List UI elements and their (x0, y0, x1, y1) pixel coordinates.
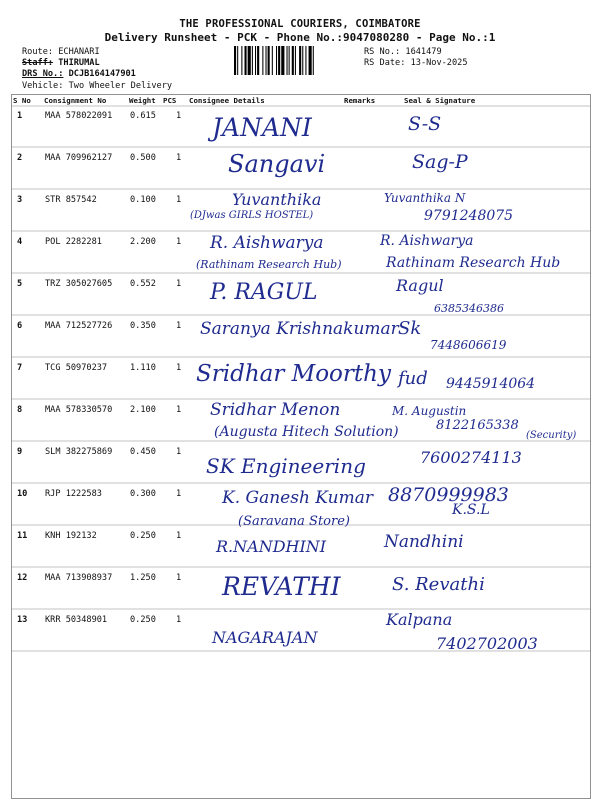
row-13-sno: 13 (17, 615, 28, 625)
row-7-consignment: TCG 50970237 (45, 363, 108, 373)
row-6-pcs: 1 (176, 321, 182, 331)
row-6-weight: 0.350 (130, 321, 156, 331)
row-11-signature: Nandhini (384, 532, 464, 552)
row-2-pcs: 1 (176, 153, 182, 163)
row-2-consignment: MAA 709962127 (45, 153, 113, 163)
row-4-sno: 4 (17, 237, 23, 247)
col-header-consignee: Consignee Details (189, 96, 265, 105)
row-9-phone: 7600274113 (420, 448, 522, 467)
row-13-weight: 0.250 (130, 615, 156, 625)
row-1-signature: S-S (408, 113, 442, 135)
col-header-weight: Weight (129, 96, 156, 105)
row-8-pcs: 1 (176, 405, 182, 415)
rs-date-label: RS Date: (364, 58, 406, 68)
row-10-sno: 10 (17, 489, 28, 499)
row-8-consignee-note: (Augusta Hitech Solution) (214, 424, 399, 440)
col-header-consignment: Consignment No (44, 96, 107, 105)
row-3-pcs: 1 (176, 195, 182, 205)
rs-no-field (364, 47, 442, 57)
drs-field (22, 69, 136, 79)
row-12-signature: S. Revathi (392, 574, 485, 595)
row-8-weight: 2.100 (130, 405, 156, 415)
row-11-consignee-handwritten: R.NANDHINI (216, 537, 327, 556)
staff-value: THIRUMAL (58, 58, 100, 68)
row-5-consignee-handwritten: P. RAGUL (210, 280, 318, 305)
row-3-sno: 3 (17, 195, 23, 205)
row-7-consignee-handwritten: Sridhar Moorthy (196, 361, 391, 387)
company-title: THE PROFESSIONAL COURIERS, COIMBATORE (179, 18, 421, 30)
row-3-signature: Yuvanthika N (384, 191, 466, 205)
staff-label: Staff: (22, 58, 54, 68)
row-5-sno: 5 (17, 279, 23, 289)
row-10-consignment: RJP 1222583 (45, 489, 102, 499)
row-10-pcs: 1 (176, 489, 182, 499)
row-8-signature-note: (Security) (526, 430, 577, 441)
row-2-weight: 0.500 (130, 153, 156, 163)
row-5-consignment: TRZ 305027605 (45, 279, 113, 289)
barcode-icon (233, 46, 361, 75)
row-4-consignment: POL 2282281 (45, 237, 102, 247)
route-field (22, 47, 100, 57)
row-7-sno: 7 (17, 363, 23, 373)
row-7-weight: 1.110 (130, 363, 156, 373)
row-12-sno: 12 (17, 573, 28, 583)
row-12-weight: 1.250 (130, 573, 156, 583)
row-10-consignee-handwritten: K. Ganesh Kumar (222, 488, 373, 508)
row-8-sno: 8 (17, 405, 23, 415)
row-1-pcs: 1 (176, 111, 182, 121)
row-9-weight: 0.450 (130, 447, 156, 457)
rs-no-value: 1641479 (405, 47, 442, 57)
vehicle-label: Vehicle: (22, 81, 64, 91)
row-9-pcs: 1 (176, 447, 182, 457)
row-1-sno: 1 (17, 111, 23, 121)
row-4-consignee-handwritten: R. Aishwarya (210, 233, 324, 253)
row-7-signature: fud (398, 368, 428, 389)
row-4-signature-note: Rathinam Research Hub (386, 255, 561, 271)
row-5-pcs: 1 (176, 279, 182, 289)
row-1-consignment: MAA 578022091 (45, 111, 113, 121)
row-8-signature: M. Augustin (392, 404, 467, 418)
row-9-consignment: SLM 382275869 (45, 447, 113, 457)
row-2-consignee-handwritten: Sangavi (228, 150, 326, 178)
row-4-consignee-note: (Rathinam Research Hub) (196, 258, 342, 271)
col-header-sno: S No (13, 96, 31, 105)
row-2-sno: 2 (17, 153, 23, 163)
row-8-phone: 8122165338 (436, 418, 519, 433)
row-8-consignee-handwritten: Sridhar Menon (210, 400, 341, 420)
row-6-sno: 6 (17, 321, 23, 331)
row-5-phone: 6385346386 (434, 302, 504, 315)
rs-date-field (364, 58, 468, 68)
row-12-consignee-handwritten: REVATHI (222, 572, 341, 601)
row-2-signature: Sag-P (412, 151, 468, 173)
row-9-consignee-handwritten: SK Engineering (206, 454, 366, 478)
row-9-sno: 9 (17, 447, 23, 457)
row-1-weight: 0.615 (130, 111, 156, 121)
vehicle-field (22, 81, 172, 91)
row-1-consignee-handwritten: JANANI (212, 113, 312, 142)
row-6-signature: Sk (398, 318, 422, 339)
rs-no-label: RS No.: (364, 47, 401, 57)
row-7-phone: 9445914064 (446, 376, 536, 392)
row-6-consignee-handwritten: Saranya Krishnakumar (200, 319, 399, 339)
drs-label: DRS No.: (22, 69, 64, 79)
row-13-consignee-handwritten: NAGARAJAN (212, 628, 318, 647)
row-13-pcs: 1 (176, 615, 182, 625)
row-3-consignee-handwritten: Yuvanthika (232, 190, 322, 209)
row-7-pcs: 1 (176, 363, 182, 373)
row-5-weight: 0.552 (130, 279, 156, 289)
row-13-signature: Kalpana (386, 610, 453, 629)
route-value: ECHANARI (58, 47, 100, 57)
row-3-consignee-note: (DJwas GIRLS HOSTEL) (190, 210, 314, 221)
row-6-phone: 7448606619 (430, 338, 507, 352)
row-4-weight: 2.200 (130, 237, 156, 247)
route-label: Route: (22, 47, 54, 57)
runsheet-title: Delivery Runsheet - PCK - Phone No.:9047080280 - Page No.:1 (104, 31, 496, 44)
row-12-pcs: 1 (176, 573, 182, 583)
row-13-consignment: KRR 50348901 (45, 615, 108, 625)
rs-date-value: 13-Nov-2025 (410, 58, 468, 68)
row-5-signature: Ragul (396, 276, 444, 295)
row-6-consignment: MAA 712527726 (45, 321, 113, 331)
row-11-consignment: KNH 192132 (45, 531, 97, 541)
col-header-signature: Seal & Signature (404, 96, 476, 105)
row-12-consignment: MAA 713908937 (45, 573, 113, 583)
vehicle-value: Two Wheeler Delivery (68, 81, 173, 91)
drs-value: DCJB164147901 (68, 69, 136, 79)
row-3-weight: 0.100 (130, 195, 156, 205)
row-3-consignment: STR 857542 (45, 195, 97, 205)
row-4-signature: R. Aishwarya (380, 233, 474, 249)
row-10-phone: 8870999983 (388, 484, 509, 506)
row-10-weight: 0.300 (130, 489, 156, 499)
row-11-pcs: 1 (176, 531, 182, 541)
row-11-sno: 11 (17, 531, 28, 541)
staff-field (22, 58, 100, 68)
col-header-pcs: PCS (163, 96, 177, 105)
row-13-phone: 7402702003 (436, 634, 538, 653)
row-10-signature: K.S.L (452, 502, 490, 518)
row-8-consignment: MAA 578330570 (45, 405, 113, 415)
row-3-phone: 9791248075 (424, 208, 514, 224)
col-header-remarks: Remarks (344, 96, 376, 105)
row-4-pcs: 1 (176, 237, 182, 247)
row-10-consignee-note: (Saravana Store) (238, 514, 350, 529)
row-11-weight: 0.250 (130, 531, 156, 541)
